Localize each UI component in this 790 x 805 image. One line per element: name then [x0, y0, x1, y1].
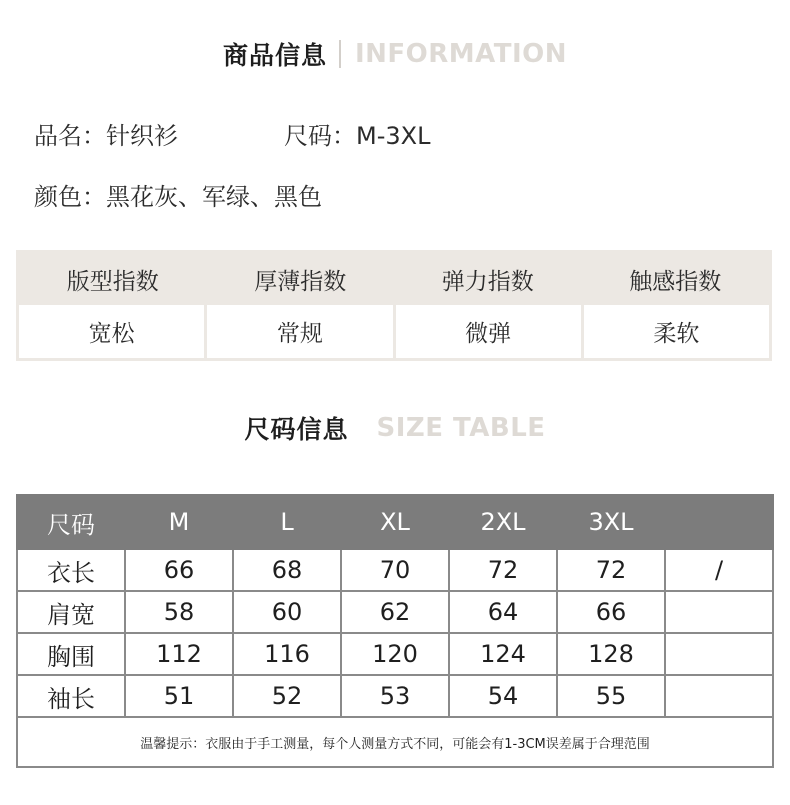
- table-row: [17, 633, 773, 675]
- product-info-title-en: INFORMATION: [354, 39, 568, 69]
- size-table-header-row: [17, 495, 773, 549]
- colors-label: 颜色：: [34, 183, 106, 211]
- table-row: [17, 591, 773, 633]
- attribute-header-thickness: 厚薄指数: [254, 268, 347, 295]
- size-cell: 120: [341, 633, 449, 675]
- size-cell: 66: [125, 549, 233, 591]
- size-cell: [665, 591, 773, 633]
- size-cell: 54: [449, 675, 557, 717]
- size-range-label: 尺码：: [284, 122, 356, 150]
- product-name-value: 针织衫: [106, 122, 178, 150]
- product-info-title: [0, 36, 790, 72]
- size-row-label: 胸围: [17, 633, 125, 675]
- product-info-title-cn: 商品信息: [222, 41, 327, 70]
- size-cell: 68: [233, 549, 341, 591]
- colors-value: 黑花灰、军绿、黑色: [106, 183, 322, 211]
- table-row: [17, 549, 773, 591]
- size-row-label: 袖长: [17, 675, 125, 717]
- size-header-cell: XL: [341, 495, 449, 549]
- title-divider: [339, 40, 341, 68]
- attribute-value-row: [19, 305, 769, 358]
- product-name-label: 品名：: [34, 122, 106, 150]
- size-note-row: [17, 717, 773, 767]
- size-range-value: M-3XL: [356, 122, 431, 150]
- size-cell: 72: [449, 549, 557, 591]
- size-table: [16, 494, 774, 768]
- size-info-title-cn: 尺码信息: [244, 415, 349, 444]
- size-cell: [665, 675, 773, 717]
- size-header-cell: 2XL: [449, 495, 557, 549]
- size-cell: 124: [449, 633, 557, 675]
- size-header-cell: 尺码: [17, 495, 125, 549]
- attribute-value-thickness: 常规: [207, 305, 392, 358]
- size-header-cell: 3XL: [557, 495, 665, 549]
- size-cell: 53: [341, 675, 449, 717]
- product-name: [34, 116, 178, 151]
- size-header-cell: L: [233, 495, 341, 549]
- size-header-cell: [665, 495, 773, 549]
- size-cell: 128: [557, 633, 665, 675]
- size-cell: 66: [557, 591, 665, 633]
- attribute-value-touch: 柔软: [584, 305, 769, 358]
- attribute-header-fit: 版型指数: [66, 268, 159, 295]
- size-cell: 70: [341, 549, 449, 591]
- size-note: 温馨提示：衣服由于手工测量，每个人测量方式不同，可能会有1-3CM误差属于合理范围: [17, 717, 773, 767]
- size-cell: 72: [557, 549, 665, 591]
- product-size-range: [284, 116, 430, 151]
- size-cell: 58: [125, 591, 233, 633]
- attribute-value-elasticity: 微弹: [396, 305, 581, 358]
- size-cell: [665, 633, 773, 675]
- size-cell: 64: [449, 591, 557, 633]
- product-colors: [34, 177, 322, 212]
- attribute-header-elasticity: 弹力指数: [441, 268, 534, 295]
- attribute-value-fit: 宽松: [19, 305, 204, 358]
- size-cell: 62: [341, 591, 449, 633]
- size-cell: 51: [125, 675, 233, 717]
- attribute-table: [16, 250, 772, 361]
- attribute-header-row: [19, 253, 769, 305]
- size-row-label: 肩宽: [17, 591, 125, 633]
- size-cell: 60: [233, 591, 341, 633]
- size-info-title: [0, 410, 790, 446]
- size-cell: /: [665, 549, 773, 591]
- size-header-cell: M: [125, 495, 233, 549]
- attribute-header-touch: 触感指数: [629, 268, 722, 295]
- size-cell: 55: [557, 675, 665, 717]
- size-cell: 112: [125, 633, 233, 675]
- table-row: [17, 675, 773, 717]
- size-info-title-en: SIZE TABLE: [376, 413, 546, 443]
- size-cell: 52: [233, 675, 341, 717]
- size-cell: 116: [233, 633, 341, 675]
- size-row-label: 衣长: [17, 549, 125, 591]
